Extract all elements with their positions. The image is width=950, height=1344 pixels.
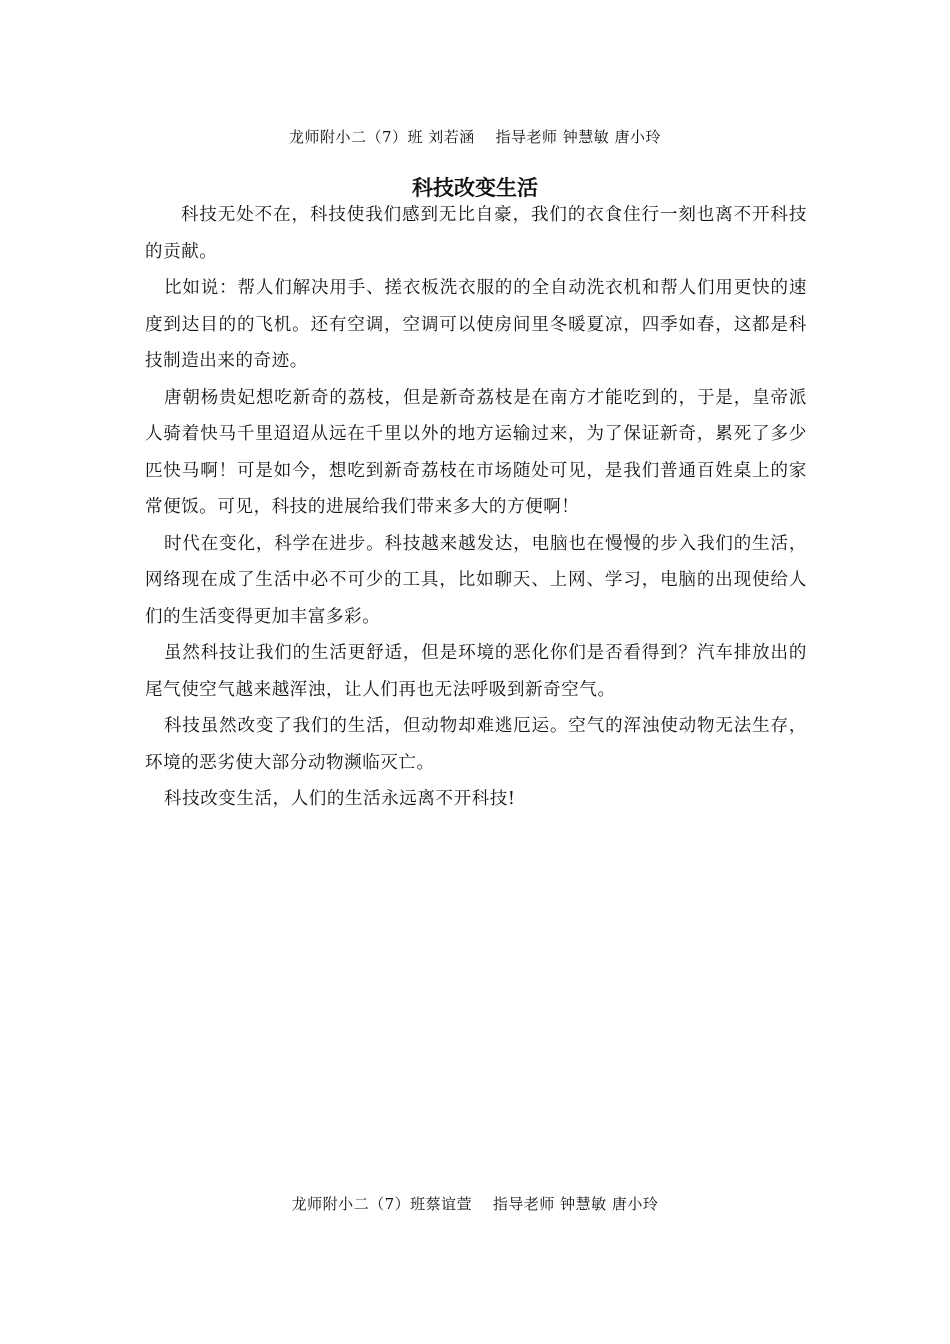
paragraph-5: 虽然科技让我们的生活更舒适，但是环境的恶化你们是否看得到？汽车排放出的尾气使空气越来越浑浊，让人们再也无法呼吸到新奇空气。 [145,643,807,700]
page-header-byline: 龙师附小二（7）班 刘若涵 指导老师 钟慧敏 唐小玲 [288,128,662,146]
paragraph-4: 时代在变化，科学在进步。科技越来越发达，电脑也在慢慢的步入我们的生活，网络现在成了生活中必不可少的工具，比如聊天、上网、学习，电脑的出现使给人们的生活变得更加丰富多彩。 [145,533,807,627]
page-footer-byline: 龙师附小二（7）班蔡谊萱 指导老师 钟慧敏 唐小玲 [291,1195,659,1213]
paragraph-7: 科技改变生活，人们的生活永远离不开科技! [164,789,516,809]
paragraph-2: 比如说：帮人们解决用手、搓衣板洗衣服的的全自动洗衣机和帮人们用更快的速度到达目的的飞机。还有空调，空调可以使房间里冬暖夏凉，四季如春，这都是科技制造出来的奇迹。 [145,278,807,371]
essay-body [145,197,807,818]
paragraph-1: 科技无处不在，科技使我们感到无比自豪，我们的衣食住行一刻也离不开科技的贡献。 [145,205,807,262]
paragraph-3: 唐朝杨贵妃想吃新奇的荔枝，但是新奇荔枝是在南方才能吃到的，于是，皇帝派人骑着快马千里迢迢从远在千里以外的地方运输过来，为了保证新奇，累死了多少匹快马啊！可是如今，想吃到新奇荔枝在市场随处可见，是我们普通百姓桌上的家常便饭。可见，科技的进展给我们带来多大的方便啊！ [145,387,807,517]
paragraph-6: 科技虽然改变了我们的生活，但动物却难逃厄运。空气的浑浊使动物无法生存，环境的恶劣使大部分动物濒临灭亡。 [145,716,807,773]
essay-title: 科技改变生活 [412,176,538,200]
